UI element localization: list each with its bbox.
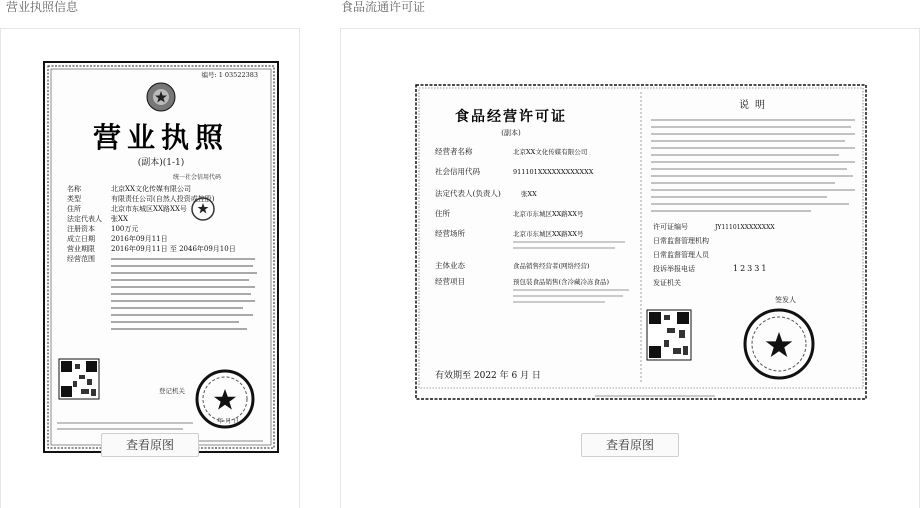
license-field-label: 营业期限 xyxy=(67,245,95,253)
license-field-value: 张XX xyxy=(111,215,128,223)
national-emblem-icon xyxy=(147,83,175,111)
license-heading: 营业执照 xyxy=(92,121,230,154)
permit-field-label: 经营者名称 xyxy=(435,147,473,156)
license-field-label: 名称 xyxy=(67,185,81,193)
business-license-card xyxy=(0,28,300,508)
license-credit-code: 统一社会信用代码 xyxy=(173,174,222,181)
permit-field-label: 经营场所 xyxy=(435,229,465,238)
permit-field-value: 北京市东城区XX路XX号 xyxy=(513,230,584,238)
business-license-section-title: 营业执照信息 xyxy=(6,0,79,14)
license-field-label: 法定代表人 xyxy=(67,215,102,223)
license-field-value: 北京市东城区XX路XX号 xyxy=(111,205,187,213)
license-authority: 登记机关 xyxy=(159,387,185,395)
license-field-value: 100万元 xyxy=(111,225,139,233)
permit-subheading: (副本) xyxy=(501,129,521,137)
view-original-button[interactable]: 查看原图 xyxy=(101,433,199,457)
business-license-scan xyxy=(43,61,279,453)
food-permit-image[interactable] xyxy=(415,84,867,400)
permit-instructions-title: 说明 xyxy=(739,100,771,111)
permit-field-label: 社会信用代码 xyxy=(435,167,480,176)
permit-number-value: JY11101XXXXXXXX xyxy=(715,224,775,231)
license-field-value: 2016年09月11日 至 2046年09月10日 xyxy=(111,245,236,253)
permit-field-label: 住所 xyxy=(435,209,450,218)
license-field-label: 成立日期 xyxy=(67,235,95,243)
food-permit-card xyxy=(340,28,920,508)
permit-number-value: 12331 xyxy=(733,264,769,273)
permit-field-value: 张XX xyxy=(521,190,537,198)
license-subheading: (副本)(1-1) xyxy=(137,158,185,168)
permit-validity: 有效期至 2022 年 6 月 日 xyxy=(435,371,541,381)
license-field-value: 2016年09月11日 xyxy=(111,235,168,243)
permit-field-label: 主体业态 xyxy=(435,261,465,270)
license-serial: 编号: 1 03522383 xyxy=(201,71,258,79)
license-field-label: 类型 xyxy=(67,195,81,203)
permit-field-value: 911101XXXXXXXXXXXX xyxy=(513,168,594,176)
permit-field-value: 食品销售经营者(网络经营) xyxy=(513,262,590,270)
permit-number-label: 发证机关 xyxy=(653,279,681,287)
permit-number-label: 许可证编号 xyxy=(653,223,688,231)
license-field-value: 有限责任公司(自然人投资或控股) xyxy=(111,195,215,203)
license-field-label: 经营范围 xyxy=(67,255,95,263)
permit-field-value: 北京XX文化传媒有限公司 xyxy=(513,148,588,156)
permit-number-label: 签发人 xyxy=(775,296,796,304)
permit-number-label: 日常监督管理人员 xyxy=(653,251,709,259)
food-permit-section-title: 食品流通许可证 xyxy=(341,0,426,14)
permit-field-value: 北京市东城区XX路XX号 xyxy=(513,210,584,218)
food-permit-scan xyxy=(415,84,867,400)
license-date: 年 月 日 xyxy=(217,418,239,425)
permit-heading: 食品经营许可证 xyxy=(455,109,567,125)
license-field-label: 住所 xyxy=(67,205,81,213)
permit-number-label: 投诉举报电话 xyxy=(653,265,695,273)
license-field-value: 北京XX文化传媒有限公司 xyxy=(111,185,191,193)
permit-field-value: 预包装食品销售(含冷藏冷冻食品) xyxy=(513,278,610,286)
qr-code-icon xyxy=(59,359,99,399)
qr-code-icon xyxy=(647,310,691,360)
permit-field-label: 经营项目 xyxy=(435,277,465,286)
license-field-label: 注册资本 xyxy=(67,225,95,233)
permit-number-label: 日常监督管理机构 xyxy=(653,237,709,245)
permit-field-label: 法定代表人(负责人) xyxy=(435,189,501,198)
view-original-button[interactable]: 查看原图 xyxy=(581,433,679,457)
business-license-image[interactable] xyxy=(43,61,279,453)
